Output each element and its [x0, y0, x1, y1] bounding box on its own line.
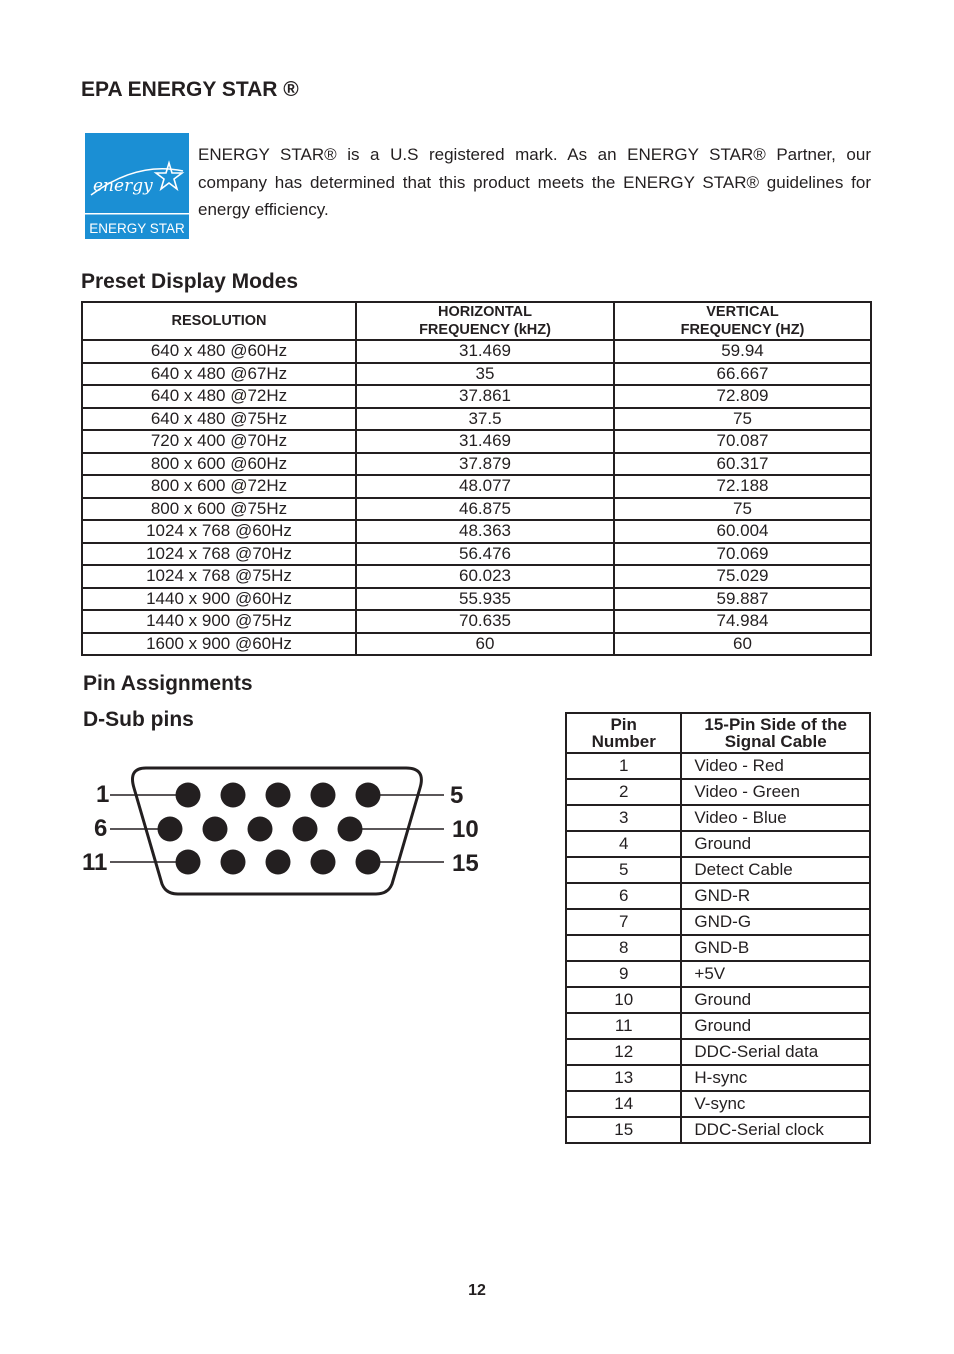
- vertical-cell: 60: [614, 633, 871, 656]
- label-pin-6: 6: [94, 815, 108, 842]
- horizontal-cell: 31.469: [356, 340, 614, 363]
- pin-number-cell: 9: [566, 961, 681, 987]
- horizontal-cell: 37.879: [356, 453, 614, 476]
- connector-pin-4: [311, 783, 336, 808]
- resolution-cell: 1440 x 900 @75Hz: [82, 610, 356, 633]
- energy-star-logo: [85, 133, 189, 239]
- pin-number-cell: 15: [566, 1117, 681, 1143]
- table-header-row: [82, 302, 871, 340]
- table-row: [566, 935, 870, 961]
- pin-signal-cell: DDC-Serial data: [681, 1039, 870, 1065]
- header-resolution: RESOLUTION: [82, 302, 356, 340]
- header-signal-line2: Signal Cable: [724, 732, 827, 751]
- vertical-cell: 75: [614, 408, 871, 431]
- horizontal-cell: 46.875: [356, 498, 614, 521]
- table-header-row: [566, 713, 870, 753]
- pin-signal-cell: Detect Cable: [681, 857, 870, 883]
- resolution-cell: 1024 x 768 @70Hz: [82, 543, 356, 566]
- table-row: [566, 805, 870, 831]
- resolution-cell: 800 x 600 @75Hz: [82, 498, 356, 521]
- table-row: [82, 340, 871, 363]
- pin-assignments-heading: Pin Assignments: [83, 672, 253, 695]
- horizontal-cell: 31.469: [356, 430, 614, 453]
- table-row: [566, 961, 870, 987]
- vertical-cell: 66.667: [614, 363, 871, 386]
- pin-number-cell: 5: [566, 857, 681, 883]
- table-row: [566, 1117, 870, 1143]
- pin-number-cell: 14: [566, 1091, 681, 1117]
- horizontal-cell: 37.5: [356, 408, 614, 431]
- pin-signal-cell: GND-G: [681, 909, 870, 935]
- header-horizontal-line1: HORIZONTAL: [438, 304, 532, 320]
- table-row: [82, 588, 871, 611]
- header-signal: [681, 713, 870, 753]
- dsub-connector-diagram: [80, 760, 490, 900]
- pin-signal-cell: +5V: [681, 961, 870, 987]
- resolution-cell: 1024 x 768 @60Hz: [82, 520, 356, 543]
- table-row: [566, 909, 870, 935]
- table-row: [82, 565, 871, 588]
- pin-signal-cell: Ground: [681, 987, 870, 1013]
- table-row: [82, 363, 871, 386]
- connector-pin-8: [248, 817, 273, 842]
- pin-signal-cell: Video - Red: [681, 753, 870, 779]
- table-row: [566, 1091, 870, 1117]
- pin-signal-cell: V-sync: [681, 1091, 870, 1117]
- connector-pins: [158, 783, 381, 875]
- horizontal-cell: 60: [356, 633, 614, 656]
- vertical-cell: 70.087: [614, 430, 871, 453]
- connector-pin-2: [221, 783, 246, 808]
- table-row: [82, 520, 871, 543]
- vertical-cell: 75.029: [614, 565, 871, 588]
- table-row: [82, 430, 871, 453]
- resolution-cell: 1024 x 768 @75Hz: [82, 565, 356, 588]
- pin-number-cell: 6: [566, 883, 681, 909]
- resolution-cell: 1440 x 900 @60Hz: [82, 588, 356, 611]
- connector-pin-11: [176, 850, 201, 875]
- label-pin-10: 10: [452, 816, 479, 843]
- pin-number-cell: 12: [566, 1039, 681, 1065]
- vertical-cell: 60.317: [614, 453, 871, 476]
- pin-number-cell: 1: [566, 753, 681, 779]
- header-vertical-line1: VERTICAL: [706, 304, 779, 320]
- table-row: [566, 779, 870, 805]
- pin-signal-cell: GND-B: [681, 935, 870, 961]
- connector-pin-9: [293, 817, 318, 842]
- connector-pin-6: [158, 817, 183, 842]
- horizontal-cell: 48.077: [356, 475, 614, 498]
- resolution-cell: 640 x 480 @72Hz: [82, 385, 356, 408]
- connector-pin-3: [266, 783, 291, 808]
- preset-modes-table: [81, 301, 872, 656]
- table-row: [82, 610, 871, 633]
- table-row: [566, 883, 870, 909]
- table-row: [82, 633, 871, 656]
- resolution-cell: 800 x 600 @60Hz: [82, 453, 356, 476]
- pin-signal-cell: Ground: [681, 831, 870, 857]
- pin-number-cell: 2: [566, 779, 681, 805]
- horizontal-cell: 55.935: [356, 588, 614, 611]
- resolution-cell: 1600 x 900 @60Hz: [82, 633, 356, 656]
- horizontal-cell: 60.023: [356, 565, 614, 588]
- pin-signal-cell: Ground: [681, 1013, 870, 1039]
- table-row: [82, 385, 871, 408]
- page-number: 12: [468, 1282, 486, 1299]
- pin-signal-cell: GND-R: [681, 883, 870, 909]
- resolution-cell: 640 x 480 @60Hz: [82, 340, 356, 363]
- connector-pin-10: [338, 817, 363, 842]
- table-row: [82, 475, 871, 498]
- table-row: [82, 543, 871, 566]
- dsub-pins-heading: D-Sub pins: [83, 708, 194, 731]
- table-row: [82, 498, 871, 521]
- logo-label: ENERGY STAR: [89, 221, 185, 236]
- table-row: [566, 1039, 870, 1065]
- vertical-cell: 60.004: [614, 520, 871, 543]
- table-row: [566, 753, 870, 779]
- pin-number-cell: 11: [566, 1013, 681, 1039]
- horizontal-cell: 56.476: [356, 543, 614, 566]
- header-pin-line1: Pin: [610, 715, 637, 734]
- table-row: [566, 987, 870, 1013]
- vertical-cell: 75: [614, 498, 871, 521]
- connector-pin-1: [176, 783, 201, 808]
- pin-signal-cell: DDC-Serial clock: [681, 1117, 870, 1143]
- pin-signal-cell: Video - Green: [681, 779, 870, 805]
- table-row: [566, 857, 870, 883]
- label-pin-11: 11: [82, 849, 108, 876]
- header-pin-number: [566, 713, 681, 753]
- pin-number-cell: 8: [566, 935, 681, 961]
- vertical-cell: 70.069: [614, 543, 871, 566]
- vertical-cell: 72.809: [614, 385, 871, 408]
- pin-number-cell: 7: [566, 909, 681, 935]
- table-row: [82, 453, 871, 476]
- pin-number-cell: 4: [566, 831, 681, 857]
- pin-signal-cell: H-sync: [681, 1065, 870, 1091]
- pin-number-cell: 3: [566, 805, 681, 831]
- preset-display-modes-heading: Preset Display Modes: [81, 270, 299, 293]
- pin-assignment-table: [565, 712, 871, 1144]
- table-row: [566, 1013, 870, 1039]
- logo-script-text: energy: [93, 176, 153, 196]
- pin-number-cell: 13: [566, 1065, 681, 1091]
- label-pin-15: 15: [452, 850, 479, 877]
- pin-number-cell: 10: [566, 987, 681, 1013]
- horizontal-cell: 35: [356, 363, 614, 386]
- vertical-cell: 59.887: [614, 588, 871, 611]
- pin-signal-cell: Video - Blue: [681, 805, 870, 831]
- table-row: [566, 831, 870, 857]
- table-row: [82, 408, 871, 431]
- header-pin-line2: Number: [591, 732, 656, 751]
- header-horizontal-line2: FREQUENCY (kHZ): [419, 322, 551, 338]
- connector-pin-12: [221, 850, 246, 875]
- connector-pin-5: [356, 783, 381, 808]
- horizontal-cell: 70.635: [356, 610, 614, 633]
- table-row: [566, 1065, 870, 1091]
- vertical-cell: 72.188: [614, 475, 871, 498]
- connector-pin-7: [203, 817, 228, 842]
- vertical-cell: 74.984: [614, 610, 871, 633]
- connector-pin-15: [356, 850, 381, 875]
- resolution-cell: 640 x 480 @67Hz: [82, 363, 356, 386]
- resolution-cell: 640 x 480 @75Hz: [82, 408, 356, 431]
- epa-energy-star-heading: EPA ENERGY STAR ®: [81, 78, 299, 101]
- header-vertical-line2: FREQUENCY (HZ): [680, 322, 805, 338]
- resolution-cell: 720 x 400 @70Hz: [82, 430, 356, 453]
- header-signal-line1: 15-Pin Side of the: [704, 715, 848, 734]
- vertical-cell: 59.94: [614, 340, 871, 363]
- label-pin-1: 1: [96, 781, 110, 808]
- resolution-cell: 800 x 600 @72Hz: [82, 475, 356, 498]
- connector-pin-14: [311, 850, 336, 875]
- epa-description: ENERGY STAR® is a U.S registered mark. As an ENERGY STAR® Partner, our company has determined that this product meets the ENERGY STAR® guidelines for energy efficiency.: [198, 145, 871, 219]
- horizontal-cell: 48.363: [356, 520, 614, 543]
- header-vertical: [614, 302, 871, 340]
- header-horizontal: [356, 302, 614, 340]
- label-pin-5: 5: [450, 782, 464, 809]
- horizontal-cell: 37.861: [356, 385, 614, 408]
- connector-pin-13: [266, 850, 291, 875]
